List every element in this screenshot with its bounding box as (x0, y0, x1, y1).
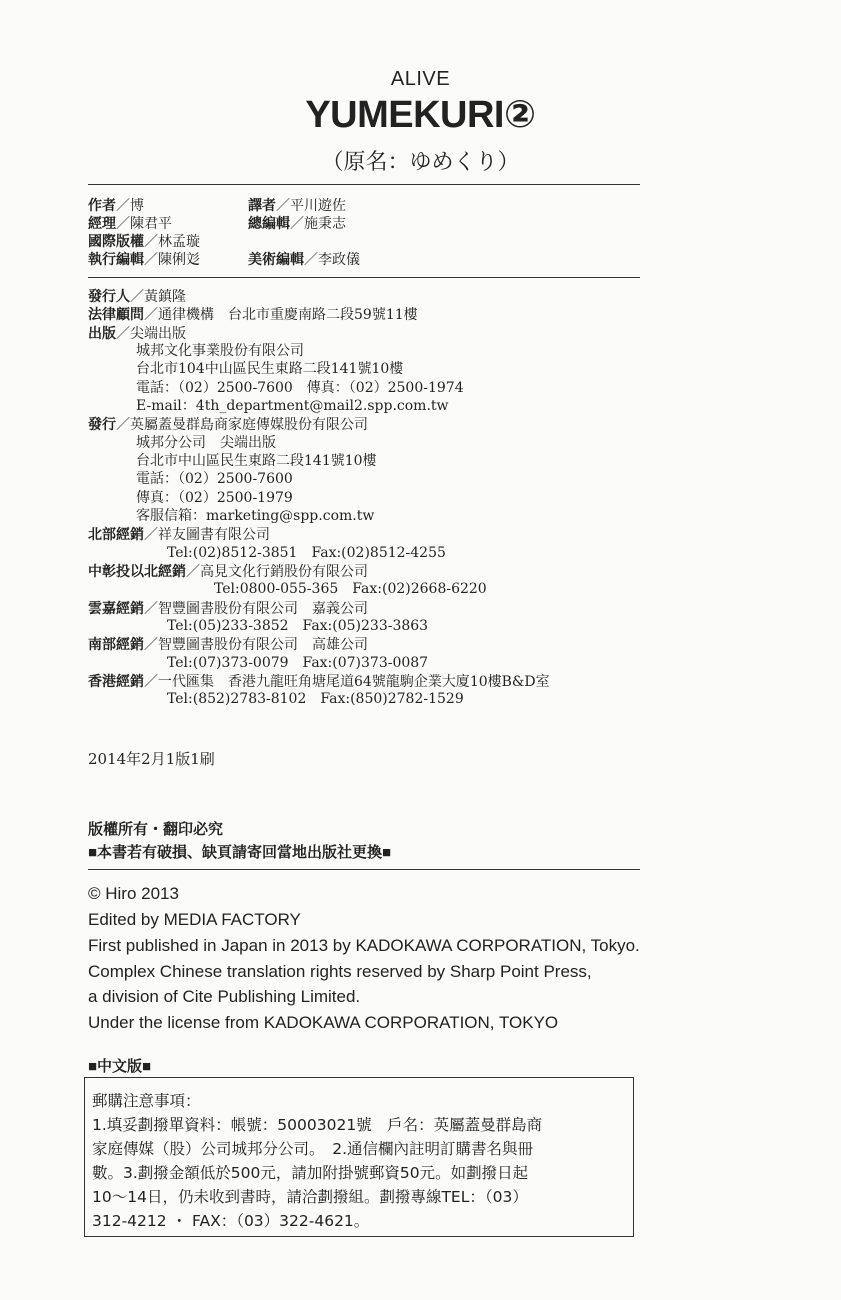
damage-notice: ■本書若有破損、缺頁請寄回當地出版社更換■ (88, 844, 392, 861)
publisher-line: 發行人／黃鎮隆 (88, 288, 186, 305)
credit-intl-rights: 國際版權／林孟璇 (88, 233, 200, 250)
publisher-line: 法律顧問／通律機構 台北市重慶南路二段59號11樓 (88, 306, 418, 323)
rights-notice: 版權所有・翻印必究 (88, 821, 224, 838)
credit-manager: 經理／陳君平 (88, 215, 172, 232)
publisher-line: Tel:(07)373-0079 Fax:(07)373-0087 (167, 655, 429, 671)
publisher-line: Tel:(852)2783-8102 Fax:(850)2782-1529 (167, 691, 464, 707)
credit-art-editor: 美術編輯／李政儀 (248, 251, 360, 268)
divider-rights (88, 869, 640, 870)
publisher-line: 南部經銷／智豐圖書股份有限公司 高雄公司 (88, 636, 368, 653)
book-title: YUMEKURI② (305, 94, 536, 136)
publisher-line: Tel:(02)8512-3851 Fax:(02)8512-4255 (167, 545, 446, 561)
original-title: （原名：ゆめくり） (321, 150, 520, 175)
copyright-line: Complex Chinese translation rights reserved by Sharp Point Press, (88, 962, 592, 981)
publisher-line: 雲嘉經銷／智豐圖書股份有限公司 嘉義公司 (88, 600, 368, 617)
copyright-line: © Hiro 2013 (88, 884, 179, 903)
publisher-line: 台北市104中山區民生東路二段141號10樓 (136, 361, 404, 377)
edition-date: 2014年2月1版1刷 (88, 750, 215, 768)
chinese-edition-label: ■中文版■ (88, 1058, 152, 1075)
copyright-line: Edited by MEDIA FACTORY (88, 910, 301, 929)
notice-line: 數。3.劃撥金額低於500元，請加附掛號郵資50元。如劃撥日起 (92, 1164, 529, 1182)
notice-line: 郵購注意事項： (92, 1092, 201, 1110)
notice-line: 1.填妥劃撥單資料：帳號：50003021號 戶名：英屬蓋曼群島商 (92, 1116, 543, 1134)
publisher-line: 電話：（02）2500-7600 傳真：（02）2500-1974 (136, 380, 464, 396)
notice-line: 312-4212 ・ FAX：（03）322-4621。 (92, 1212, 370, 1230)
publisher-line: 出版／尖端出版 (88, 325, 186, 342)
publisher-line: Tel:(05)233-3852 Fax:(05)233-3863 (167, 618, 429, 634)
series-name: ALIVE (390, 68, 451, 90)
copyright-line: a division of Cite Publishing Limited. (88, 987, 361, 1006)
publisher-line: 電話：（02）2500-7600 (136, 471, 293, 487)
notice-line: 10～14日，仍未收到書時，請洽劃撥組。劃撥專線TEL：（03） (92, 1188, 528, 1206)
publisher-line: 北部經銷／祥友圖書有限公司 (88, 526, 270, 543)
notice-line: 家庭傳媒（股）公司城邦分公司。 2.通信欄內註明訂購書名與冊 (92, 1140, 534, 1158)
divider-credits (88, 277, 640, 278)
publisher-line: 城邦文化事業股份有限公司 (136, 343, 304, 359)
publisher-line: 客服信箱：marketing@spp.com.tw (136, 508, 375, 524)
credit-translator: 譯者／平川遊佐 (248, 197, 346, 214)
credit-chief-editor: 總編輯／施秉志 (248, 215, 346, 232)
credit-author: 作者／博 (88, 197, 144, 214)
publisher-line: 發行／英屬蓋曼群島商家庭傳媒股份有限公司 (88, 416, 368, 433)
copyright-line: First published in Japan in 2013 by KADOKAWA CORPORATION, Tokyo. (88, 936, 640, 955)
publisher-line: 香港經銷／一代匯集 香港九龍旺角塘尾道64號龍駒企業大廈10樓B&D室 (88, 673, 550, 690)
copyright-line: Under the license from KADOKAWA CORPORATION, TOKYO (88, 1013, 559, 1032)
publisher-line: 城邦分公司 尖端出版 (136, 435, 276, 451)
divider-top (88, 184, 640, 185)
publisher-line: Tel:0800-055-365 Fax:(02)2668-6220 (214, 581, 487, 597)
publisher-line: E-mail：4th_department@mail2.spp.com.tw (136, 398, 449, 414)
publisher-line: 台北市中山區民生東路二段141號10樓 (136, 453, 377, 469)
publisher-line: 中彰投以北經銷／高見文化行銷股份有限公司 (88, 563, 368, 580)
credit-exec-editor: 執行編輯／陳俐彣 (88, 251, 200, 268)
publisher-line: 傳真：（02）2500-1979 (136, 490, 293, 506)
